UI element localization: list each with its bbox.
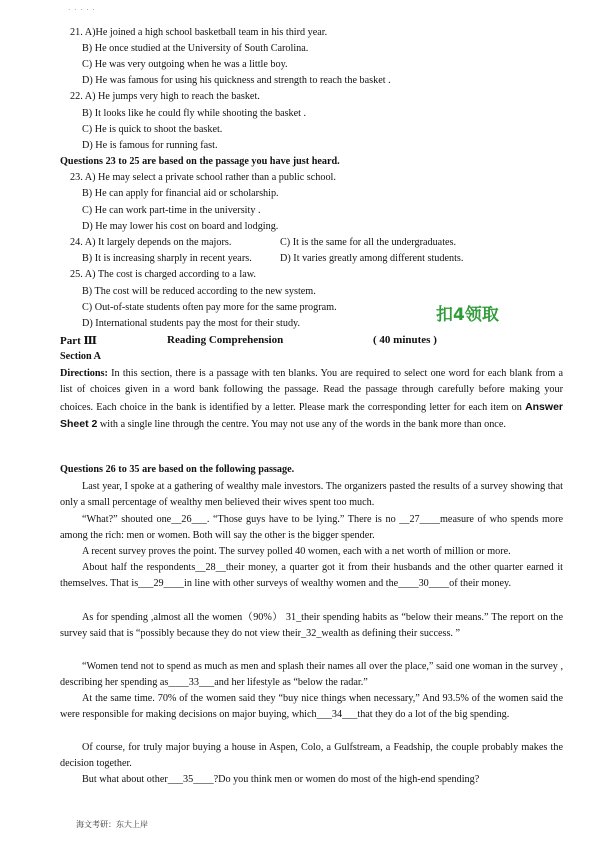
q24-option-c: C) It is the same for all the undergraduates. bbox=[280, 237, 457, 248]
q24-option-b: B) It is increasing sharply in recent years. bbox=[82, 253, 252, 264]
passage-paragraph-6: “Women tend not to spend as much as men and splash their names all over the place,” said one woman in the survey , describing her spending as____33___and her lifestyle as “below the radar.” bbox=[60, 661, 563, 689]
q24-option-d: D) It varies greatly among different students. bbox=[280, 253, 464, 264]
footer-watermark: 海文考研：东大上岸 bbox=[76, 820, 148, 829]
passage-paragraph-5: As for spending ,almost all the women（90%） 31_their spending habits as “below their means.” The report on the survey said that is “possibly because they do not view their_32_wealth as defining their success. ” bbox=[60, 612, 563, 640]
passage-paragraph-2: “What?” shouted one__26___. “Those guys have to be lying.” There is no __27____measure of who spends more among the rich: men or women. Both will say the other is the bigger spender. bbox=[60, 514, 563, 542]
q25-option-d: D) International students pay the most for their study. bbox=[82, 318, 301, 329]
q21-option-d: D) He was famous for using his quickness and strength to reach the basket . bbox=[82, 75, 391, 86]
passage-paragraph-9: But what about other___35____?Do you think men or women do most of the high-end spending? bbox=[82, 774, 480, 785]
q24-row-2 bbox=[82, 252, 464, 266]
part-label: Part Ⅲ bbox=[60, 335, 97, 347]
q25-option-a: 25. A) The cost is charged according to a law. bbox=[70, 269, 256, 280]
q23-option-d: D) He may lower his cost on board and lodging. bbox=[82, 221, 279, 232]
section-a-heading: Section A bbox=[60, 351, 102, 362]
header-mark: · · · · · bbox=[68, 6, 96, 14]
part-time: ( 40 minutes ) bbox=[373, 334, 437, 346]
q22-option-a: 22. A) He jumps very high to reach the basket. bbox=[70, 91, 260, 102]
q22-option-c: C) He is quick to shoot the basket. bbox=[82, 124, 223, 135]
q23-option-a: 23. A) He may select a private school rather than a public school. bbox=[70, 172, 336, 183]
q21-option-b: B) He once studied at the University of South Carolina. bbox=[82, 43, 309, 54]
q23-option-c: C) He can work part-time in the university . bbox=[82, 205, 261, 216]
passage-paragraph-3: A recent survey proves the point. The survey polled 40 women, each with a net worth of million or more. bbox=[82, 546, 511, 557]
q23-option-b: B) He can apply for financial aid or scholarship. bbox=[82, 188, 279, 199]
q25-option-c: C) Out-of-state students often pay more for the same program. bbox=[82, 302, 337, 313]
q22-option-d: D) He is famous for running fast. bbox=[82, 140, 218, 151]
q21-option-c: C) He was very outgoing when he was a little boy. bbox=[82, 59, 288, 70]
directions-text-1: In this section, there is a passage with ten blanks. You are required to select one word for each blank from a list of choices given in a word bank following the passage. Read the passage through carefully before making your choices. Each choice in the bank is identified by a letter. Please mark the corresponding letter for each item on bbox=[60, 368, 563, 413]
passage-paragraph-8: Of course, for truly major buying a house in Aspen, Colo, a Gulfstream, a Feadship, the couple probably makes the decision together. bbox=[60, 742, 563, 770]
q21-option-a: 21. A)He joined a high school basketball team in his third year. bbox=[70, 27, 328, 38]
passage-paragraph-7: At the same time. 70% of the women said they “buy nice things when necessary,” And 93.5% of the women said the were responsible for making decisions on major buying, which___34___that they do a lot of the big spending. bbox=[60, 693, 563, 721]
directions-label: Directions: bbox=[60, 368, 108, 379]
questions-23-25-heading: Questions 23 to 25 are based on the passage you have just heard. bbox=[60, 156, 340, 167]
q22-option-b: B) It looks like he could fly while shooting the basket . bbox=[82, 108, 307, 119]
green-stamp-text: 扣4领取 bbox=[436, 305, 499, 325]
directions-text-2: with a single line through the centre. You may not use any of the words in the bank more than once. bbox=[97, 419, 506, 431]
part-title: Reading Comprehension bbox=[167, 334, 284, 346]
directions-paragraph bbox=[60, 366, 563, 434]
passage-heading: Questions 26 to 35 are based on the following passage. bbox=[60, 464, 295, 475]
answer-sheet-label: Answer Sheet 2 bbox=[60, 400, 563, 431]
q24-option-a: 24. A) It largely depends on the majors. bbox=[70, 237, 232, 248]
q24-row-1 bbox=[70, 236, 457, 250]
passage-paragraph-1: Last year, I spoke at a gathering of wealthy male investors. The organizers pasted the results of a survey showing that only a small percentage of wealthy men believed their wives spent too much. bbox=[60, 481, 563, 509]
q25-option-b: B) The cost will be reduced according to the new system. bbox=[82, 286, 316, 297]
passage-paragraph-4: About half the respondents__28__their money, a quarter got it from their husbands and the other quarter earned it themselves. That is___29____in line with other surveys of wealthy women and the____30____of their money. bbox=[60, 562, 563, 590]
